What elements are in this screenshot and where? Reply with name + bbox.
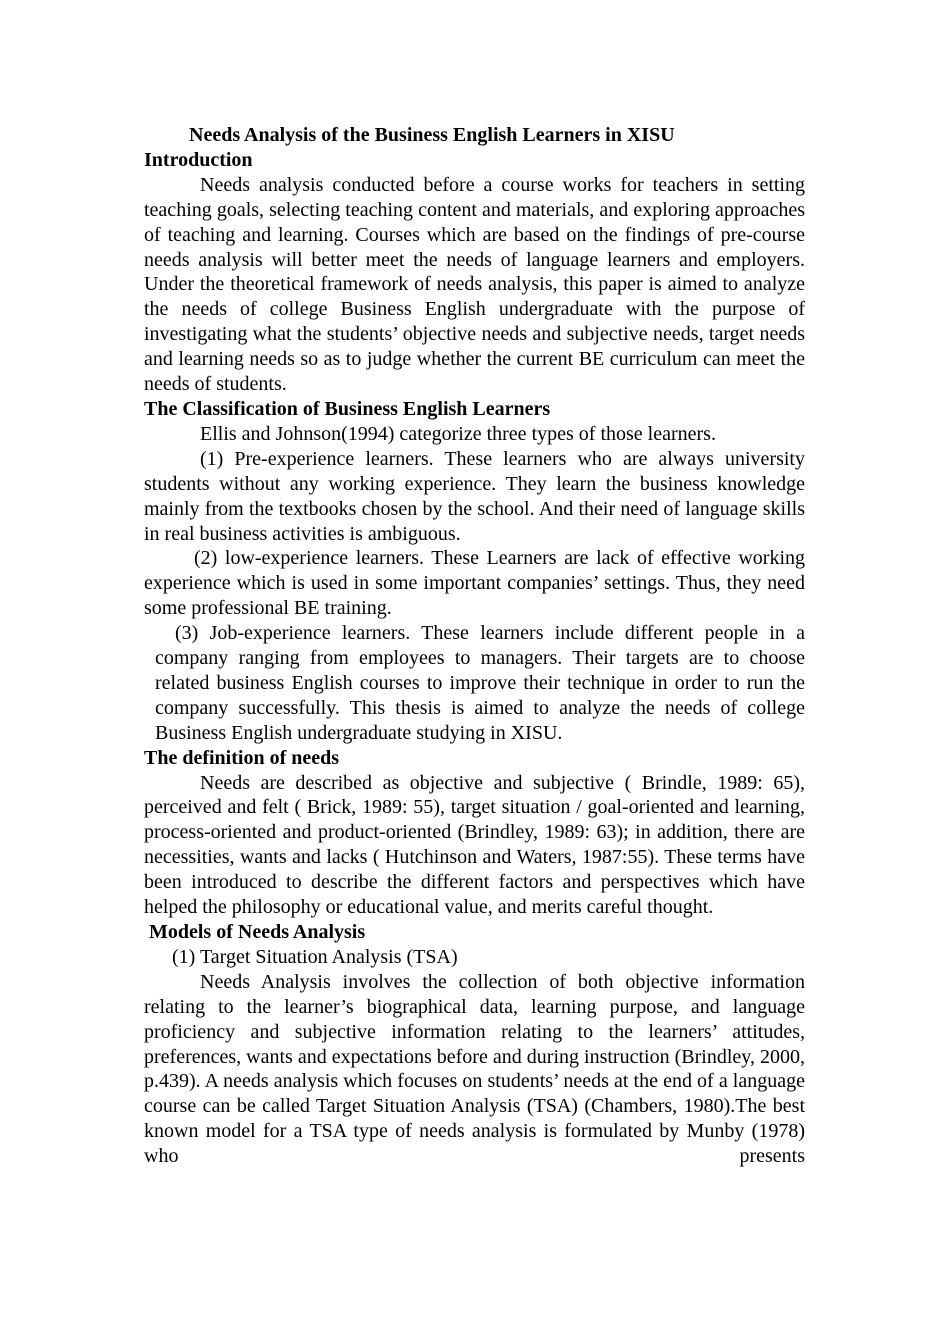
document-page	[144, 123, 805, 1169]
document-title: Needs Analysis of the Business English Learners in XISU	[189, 124, 675, 146]
paragraph-introduction: Needs analysis conducted before a course works for teachers in setting teaching goals, selecting teaching content and materials, and exploring approaches of teaching and learning. Courses which are based on the findings of pre-course needs analysis will better meet the needs of language learners and employers. Under the theoretical framework of needs analysis, this paper is aimed to analyze the needs of college Business English undergraduate with the purpose of investigating what the students’ objective needs and subjective needs, target needs and learning needs so as to judge whether the current BE curriculum can meet the needs of students.	[144, 173, 805, 396]
heading-definition: The definition of needs	[144, 746, 340, 769]
paragraph-job-experience: (3) Job-experience learners. These learners include different people in a company ranging from employees to managers. Their targets are to choose related business English courses to improve their technique in order to run the company successfully. This thesis is aimed to analyze the needs of college Business English undergraduate studying in XISU.	[155, 622, 805, 744]
heading-models: Models of Needs Analysis	[149, 921, 366, 943]
paragraph-classification-intro: Ellis and Johnson(1994) categorize three types of those learners.	[200, 422, 716, 445]
heading-introduction: Introduction	[144, 148, 253, 171]
subheading-tsa: (1) Target Situation Analysis (TSA)	[172, 945, 458, 968]
paragraph-models: Needs Analysis involves the collection of both objective information relating to the learner’s biographical data, learning purpose, and language proficiency and subjective information relating to the learners’ attitudes, preferences, wants and expectations before and during instruction (Brindley, 2000, p.439). A needs analysis which focuses on students’ needs at the end of a language course can be called Target Situation Analysis (TSA) (Chambers, 1980).The best known model for a TSA type of needs analysis is formulated by Munby (1978) who presents	[144, 970, 805, 1168]
paragraph-pre-experience: (1) Pre-experience learners. These learners who are always university students without any working experience. They learn the business knowledge mainly from the textbooks chosen by the school. And their need of language skills in real business activities is ambiguous.	[144, 447, 805, 545]
heading-classification: The Classification of Business English Learners	[144, 397, 551, 420]
paragraph-low-experience: (2) low-experience learners. These Learners are lack of effective working experience which is used in some important companies’ settings. Thus, they need some professional BE training.	[144, 547, 805, 620]
paragraph-definition: Needs are described as objective and subjective ( Brindle, 1989: 65), perceived and felt ( Brick, 1989: 55), target situation / goal-oriented and learning, process-oriented and product-oriented (Brindley, 1989: 63); in addition, there are necessities, wants and lacks ( Hutchinson and Waters, 1987:55). These terms have been introduced to describe the different factors and perspectives which have helped the philosophy or educational value, and merits careful thought.	[144, 771, 805, 919]
